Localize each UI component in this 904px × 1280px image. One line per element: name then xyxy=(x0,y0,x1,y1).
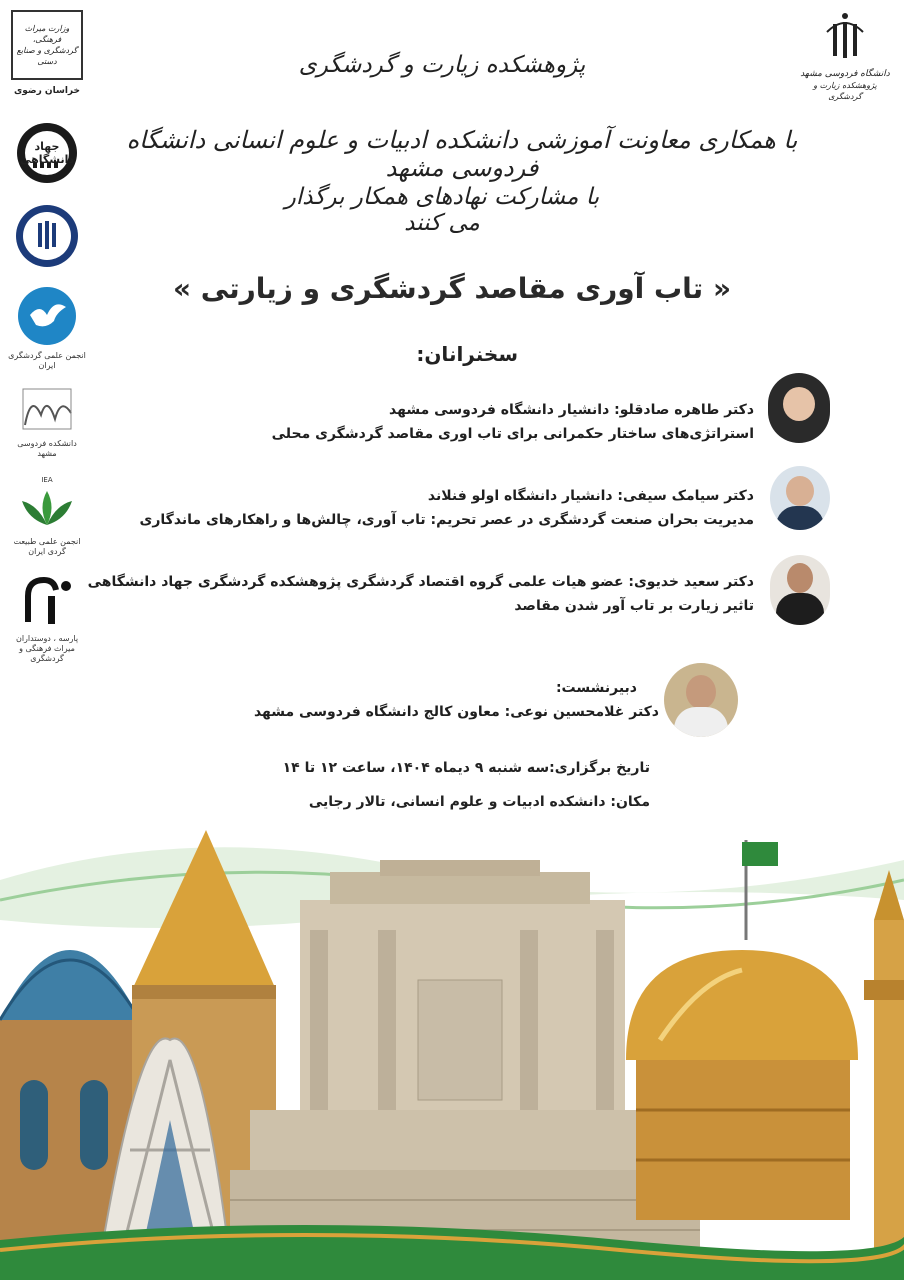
nature-tourism-logo xyxy=(8,475,86,557)
moderator-label: دبیرنشست: xyxy=(555,680,637,696)
speaker-3-topic: تاثیر زیارت بر تاب آور شدن مقاصد xyxy=(514,598,754,614)
iea-text: IEA xyxy=(41,476,53,484)
ministry-caption: خراسان رضوی xyxy=(14,86,80,96)
nature-tourism-caption: انجمن علمی طبیعت گردی ایران xyxy=(13,537,81,556)
minaret xyxy=(864,870,904,1260)
event-date: تاریخ برگزاری:سه شنبه ۹ دیماه ۱۴۰۴، ساعت ۱۲ تا ۱۴ xyxy=(282,760,650,776)
jahad-logo xyxy=(8,120,86,190)
calligraphy-emblem-icon xyxy=(17,385,77,435)
parseh-logo xyxy=(8,572,86,664)
speaker-2-name: دکتر سیامک سیفی: دانشیار دانشگاه اولو فنلاند xyxy=(427,488,754,504)
college-emblem-icon xyxy=(14,203,80,269)
speaker-1-topic: استراتژی‌های ساختار حکمرانی برای تاب اوری مقاصد گردشگری محلی xyxy=(271,426,754,442)
jahad-text: جهاد دانشگاهی xyxy=(19,140,75,166)
header-line-2: با همکاری معاونت آموزشی دانشکده ادبیات و علوم انسانی دانشگاه فردوسی مشهد xyxy=(126,126,798,182)
speaker-3 xyxy=(88,570,754,618)
university-subname: پژوهشکده زیارت و گردشگری xyxy=(813,81,877,101)
speaker-3-avatar xyxy=(770,555,830,625)
speaker-1-avatar xyxy=(768,373,830,443)
faculty-caption: دانشکده فردوسی مشهد xyxy=(17,439,77,458)
parseh-emblem-icon xyxy=(14,572,80,630)
speaker-2-avatar xyxy=(770,466,830,530)
moderator-name: دکتر غلامحسین نوعی: معاون کالج دانشگاه فردوسی مشهد xyxy=(253,704,659,720)
speaker-3-name: دکتر سعید خدیوی: عضو هیات علمی گروه اقتصاد گردشگری پژوهشکده گردشگری جهاد دانشگاهی xyxy=(87,574,754,590)
landmarks-illustration xyxy=(0,820,904,1280)
university-logo xyxy=(800,8,890,102)
green-flag xyxy=(742,842,778,866)
speakers-heading: سخنرانان: xyxy=(416,342,518,366)
itsa-caption: انجمن علمی گردشگری ایران xyxy=(8,351,86,370)
university-emblem-icon xyxy=(817,8,873,64)
event-title: « تاب آوری مقاصد گردشگری و زیارتی » xyxy=(172,272,732,305)
event-location: مکان: دانشکده ادبیات و علوم انسانی، تالار رجایی xyxy=(308,794,650,810)
speaker-2 xyxy=(140,484,754,532)
speaker-1 xyxy=(272,398,754,446)
parseh-caption: پارسه ، دوستداران میراث فرهنگی و گردشگری xyxy=(15,634,79,663)
ministry-logo xyxy=(8,10,86,96)
dove-icon xyxy=(16,285,78,347)
header-line-3: با مشارکت نهادهای همکار برگذار می کنند xyxy=(284,184,600,236)
college-logo xyxy=(8,203,86,273)
ministry-logo-text: وزارت میراث فرهنگی، گردشگری و صنایع دستی xyxy=(16,24,78,66)
faculty-logo xyxy=(8,385,86,459)
lotus-icon xyxy=(14,485,80,533)
speaker-1-name: دکتر طاهره صادقلو: دانشیار دانشگاه فردوسی مشهد xyxy=(389,402,754,418)
moderator-avatar xyxy=(664,663,738,737)
itsa-logo xyxy=(8,285,86,371)
golden-dome xyxy=(626,840,858,1220)
university-name: دانشگاه فردوسی مشهد xyxy=(800,69,890,79)
speaker-2-topic: مدیریت بحران صنعت گردشگری در عصر تحریم: تاب آوری، چالش‌ها و راهکارهای ماندگاری xyxy=(139,512,754,528)
header-line-1: پژوهشکده زیارت و گردشگری xyxy=(298,52,586,78)
